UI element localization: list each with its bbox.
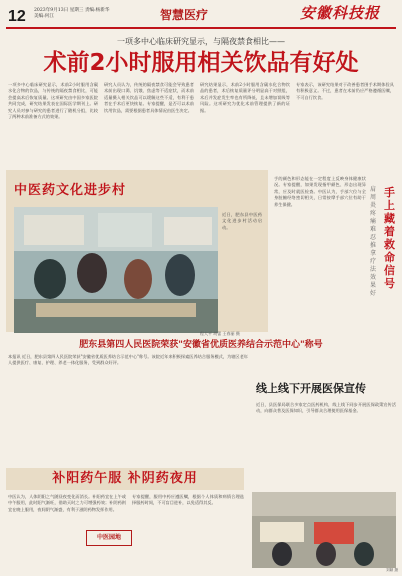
newspaper-logo: 安徽科技报 <box>300 4 381 22</box>
insurance-publicity-photo <box>252 492 396 568</box>
lead-body-col-4: 专家表示，该研究结果对于改善患者围手术期体验具有积极意义。不过，患者在术前仍应严格遵循医嘱，不可自行饮食。 <box>296 82 394 100</box>
culture-title: 中医药文化进步村 <box>14 183 127 198</box>
sub-story-body: 本报讯 近日，肥东县第四人民医院荣获"安徽省优质医养结合示范中心"称号。该院近年来积极探索医养结合服务模式，为辖区老年人提供医疗、康复、护理、养老一体化服务，受到群众好评。 <box>8 354 248 366</box>
photo-illustration-2 <box>252 492 396 568</box>
side-story-2-title: 线上线下开展医保宣传 <box>256 382 366 395</box>
lead-body-col-2: 研究人员认为，传统的隔夜禁食可能会导致患者术前出现口渴、饥饿、焦虑等不适症状，而术前适量摄入相关饮品可以缓解这些不适，有利于患者在手术后更快恢复。专家提醒，是否可以术前饮用饮品，需要根据患者具体情况由医生决定。 <box>104 82 194 113</box>
lead-kicker: 一项多中心临床研究显示，与隔夜禁食相比—— <box>117 37 285 46</box>
tcm-garden-label: 中医园地 <box>86 530 132 546</box>
side-story-kicker: 肩周炎疼痛难忍 推拿疗法效果好 <box>370 186 377 297</box>
side-story-title: 手上藏着救命信号 <box>384 186 395 290</box>
bottom-story-body-right: 专家提醒，服用中药应遵医嘱，根据个人体质和病情合理选择服药时间，不可盲目进补，以免适得其反。 <box>132 494 244 506</box>
lead-headline: 术前2小时服用相关饮品有好处 <box>43 50 359 76</box>
culture-caption: 近日，肥东县中医药文化进步村活动启动。 <box>222 212 262 230</box>
side-story-body: 手的颜色和形态能在一定程度上反映身体健康状况。专家提醒，如果发现指甲颜色、形态出现异常，应及时就医检查。中医认为，手部穴位与全身脏腑经络密切相关，日常按摩手部穴位有助于养生保健。 <box>274 176 366 207</box>
dateline: 2023年9月13日 星期三 责编:杨新华 美编:何江 <box>34 8 110 19</box>
section-title: 智慧医疗 <box>160 8 209 22</box>
bottom-story-title: 补阳药午服 补阴药夜用 <box>52 471 198 486</box>
side-story-2-body: 近日，县医保局联合多家定点医药机构，线上线下同步开展医保政策宣传活动，向群众普及医保知识，引导群众合理使用医保基金。 <box>256 402 396 414</box>
photo-illustration <box>14 207 218 333</box>
lead-body-col-1: 一项多中心临床研究显示，术前2小时服用含碳水化合物的饮品，与传统的隔夜禁食相比，可能会提高术后恢复质量。这项研究由中国多家医院共同完成，研究结果发表在国际医学期刊上。研究人员对参与研究的患者进行了随机分组，比较了两种术前准备方式的效果。 <box>8 82 98 120</box>
bottom-title-panel <box>6 468 244 490</box>
culture-photo-credit: 程大平 胡蕾 王春丽 摄 <box>200 331 240 336</box>
sub-headline: 肥东县第四人民医院荣获"安徽省优质医养结合示范中心"称号 <box>79 340 323 350</box>
bottom-photo-credit: 刘颖 摄 <box>386 568 398 572</box>
lead-body-col-3: 研究结果显示，术前2小时服用含碳水化合物饮品的患者，术后恢复质量评分明显高于对照组，术后并发症发生率也有所降低，且未增加误吸等风险。这项研究为优化术前管理提供了新的证据。 <box>200 82 290 113</box>
page-number: 12 <box>8 8 26 25</box>
masthead-rule <box>6 27 396 29</box>
tcm-activity-photo <box>14 207 218 333</box>
bottom-story-body-left: 中医认为，人体阴阳之气随昼夜变化而消长。补阳药宜在上午或中午服用，此时阳气渐旺，借助天时之力可增强药效；补阴药则宜在晚上服用，夜间阴气渐盛，有利于滋阴药物发挥作用。 <box>8 494 126 512</box>
